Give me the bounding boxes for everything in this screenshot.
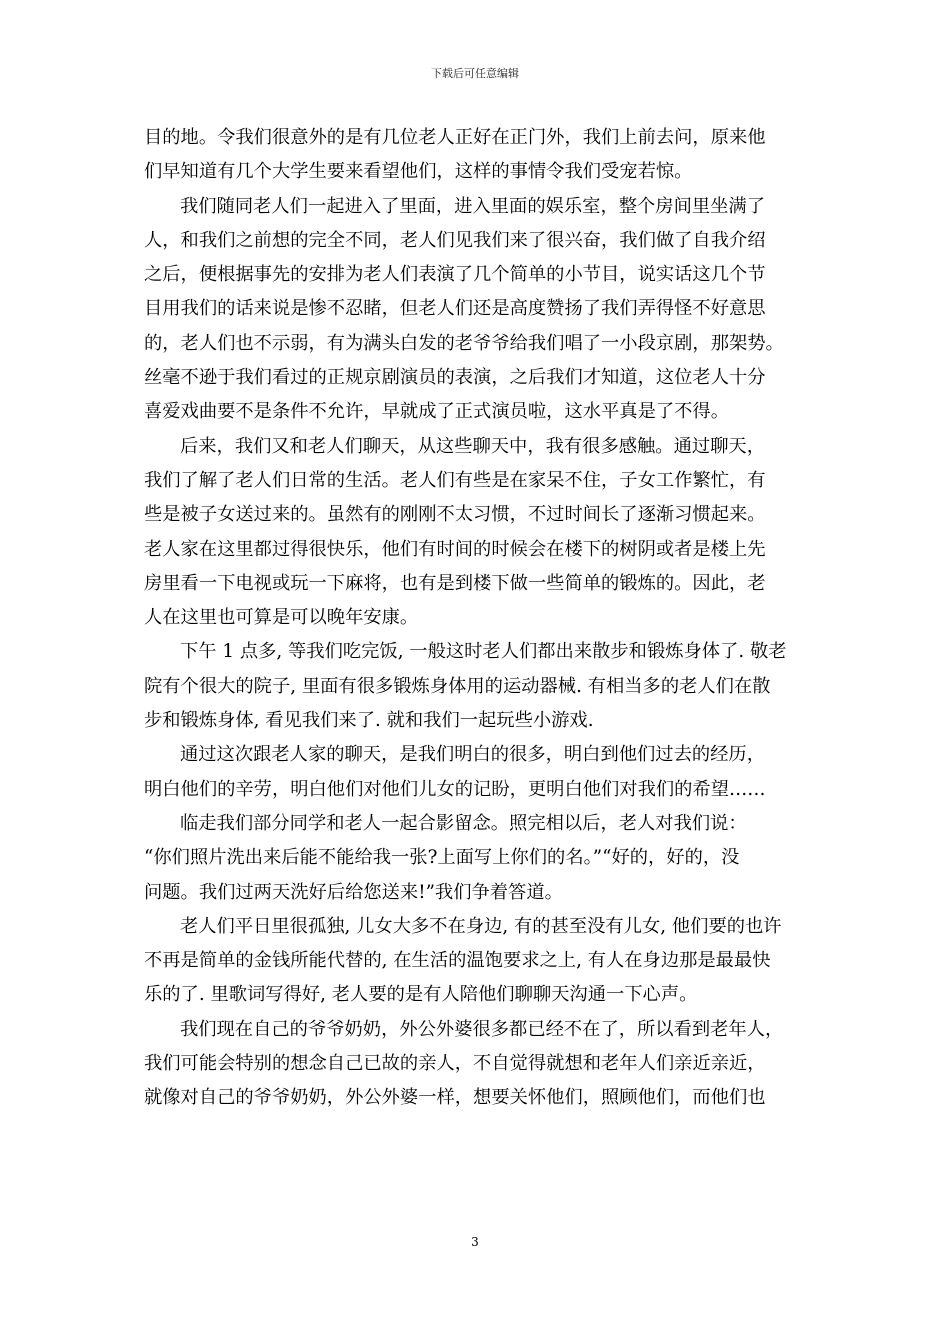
text-line: 就像对自己的爷爷奶奶，外公外婆一样，想要关怀他们，照顾他们，而他们也 — [144, 1087, 766, 1109]
text-line: 人在这里也可算是可以晚年安康。 — [144, 607, 419, 629]
text-line: 下午 1 点多, 等我们吃完饭, 一般这时老人们都出来散步和锻炼身体了. 敬老 — [180, 641, 787, 663]
text-line: 人，和我们之前想的完全不同，老人们见我们来了很兴奋，我们做了自我介绍 — [144, 229, 766, 251]
text-line: 临走我们部分同学和老人一起合影留念。照完相以后，老人对我们说： — [180, 812, 747, 834]
text-line: 我们了解了老人们日常的生活。老人们有些是在家呆不住，子女工作繁忙，有 — [144, 469, 766, 491]
text-line: “你们照片洗出来后能不能给我一张?上面写上你们的名。”“好的，好的，没 — [144, 847, 740, 869]
text-line: 我们现在自己的爷爷奶奶，外公外婆很多都已经不在了，所以看到老年人， — [180, 1018, 784, 1040]
text-line: 不再是简单的金钱所能代替的, 在生活的温饱要求之上, 有人在身边那是最最快 — [144, 950, 771, 972]
text-line: 丝毫不逊于我们看过的正规京剧演员的表演，之后我们才知道，这位老人十分 — [144, 367, 766, 389]
text-line: 老人们平日里很孤独, 儿女大多不在身边, 有的甚至没有儿女, 他们要的也许 — [180, 915, 782, 937]
text-line: 步和锻炼身体, 看见我们来了. 就和我们一起玩些小游戏. — [144, 710, 594, 732]
text-line: 目的地。令我们很意外的是有几位老人正好在正门外，我们上前去问，原来他 — [144, 127, 766, 148]
text-line: 我们随同老人们一起进入了里面，进入里面的娱乐室，整个房间里坐满了 — [180, 195, 765, 217]
text-line: 目用我们的话来说是惨不忍睹，但老人们还是高度赞扬了我们弄得怪不好意思 — [144, 298, 766, 320]
text-line: 院有个很大的院子, 里面有很多锻炼身体用的运动器械. 有相当多的老人们在散 — [144, 675, 771, 697]
text-line: 们早知道有几个大学生要来看望他们，这样的事情令我们受宠若惊。 — [144, 161, 693, 183]
text-line: 乐的了. 里歌词写得好, 老人要的是有人陪他们聊聊天沟通一下心声。 — [144, 984, 698, 1006]
text-line: 房里看一下电视或玩一下麻将，也有是到楼下做一些简单的锻炼的。因此，老 — [144, 572, 766, 594]
page-header: 下载后可任意编辑 — [431, 67, 519, 80]
text-line: 老人家在这里都过得很快乐，他们有时间的时候会在楼下的树阴或者是楼上先 — [144, 538, 766, 560]
text-line: 明白他们的辛劳，明白他们对他们儿女的记盼，更明白他们对我们的希望…… — [144, 778, 766, 800]
text-line: 问题。我们过两天洗好后给您送来!”我们争着答道。 — [144, 881, 563, 903]
text-line: 的，老人们也不示弱，有为满头白发的老爷爷给我们唱了一小段京剧，那架势。 — [144, 332, 784, 354]
text-line: 些是被子女送过来的。虽然有的刚刚不太习惯，不过时间长了逐渐习惯起来。 — [144, 504, 766, 526]
text-line: 后来，我们又和老人们聊天，从这些聊天中，我有很多感触。通过聊天， — [180, 435, 765, 457]
page-number: 3 — [471, 1235, 479, 1249]
text-line: 通过这次跟老人家的聊天，是我们明白的很多，明白到他们过去的经历， — [180, 744, 765, 766]
text-line: 之后，便根据事先的安排为老人们表演了几个简单的小节目，说实话这几个节 — [144, 264, 766, 286]
text-line: 喜爱戏曲要不是条件不允许，早就成了正式演员啦，这水平真是了不得。 — [144, 401, 729, 423]
text-line: 我们可能会特别的想念自己已故的亲人，不自觉得就想和老年人们亲近亲近， — [144, 1053, 766, 1075]
body-text — [144, 121, 812, 1116]
